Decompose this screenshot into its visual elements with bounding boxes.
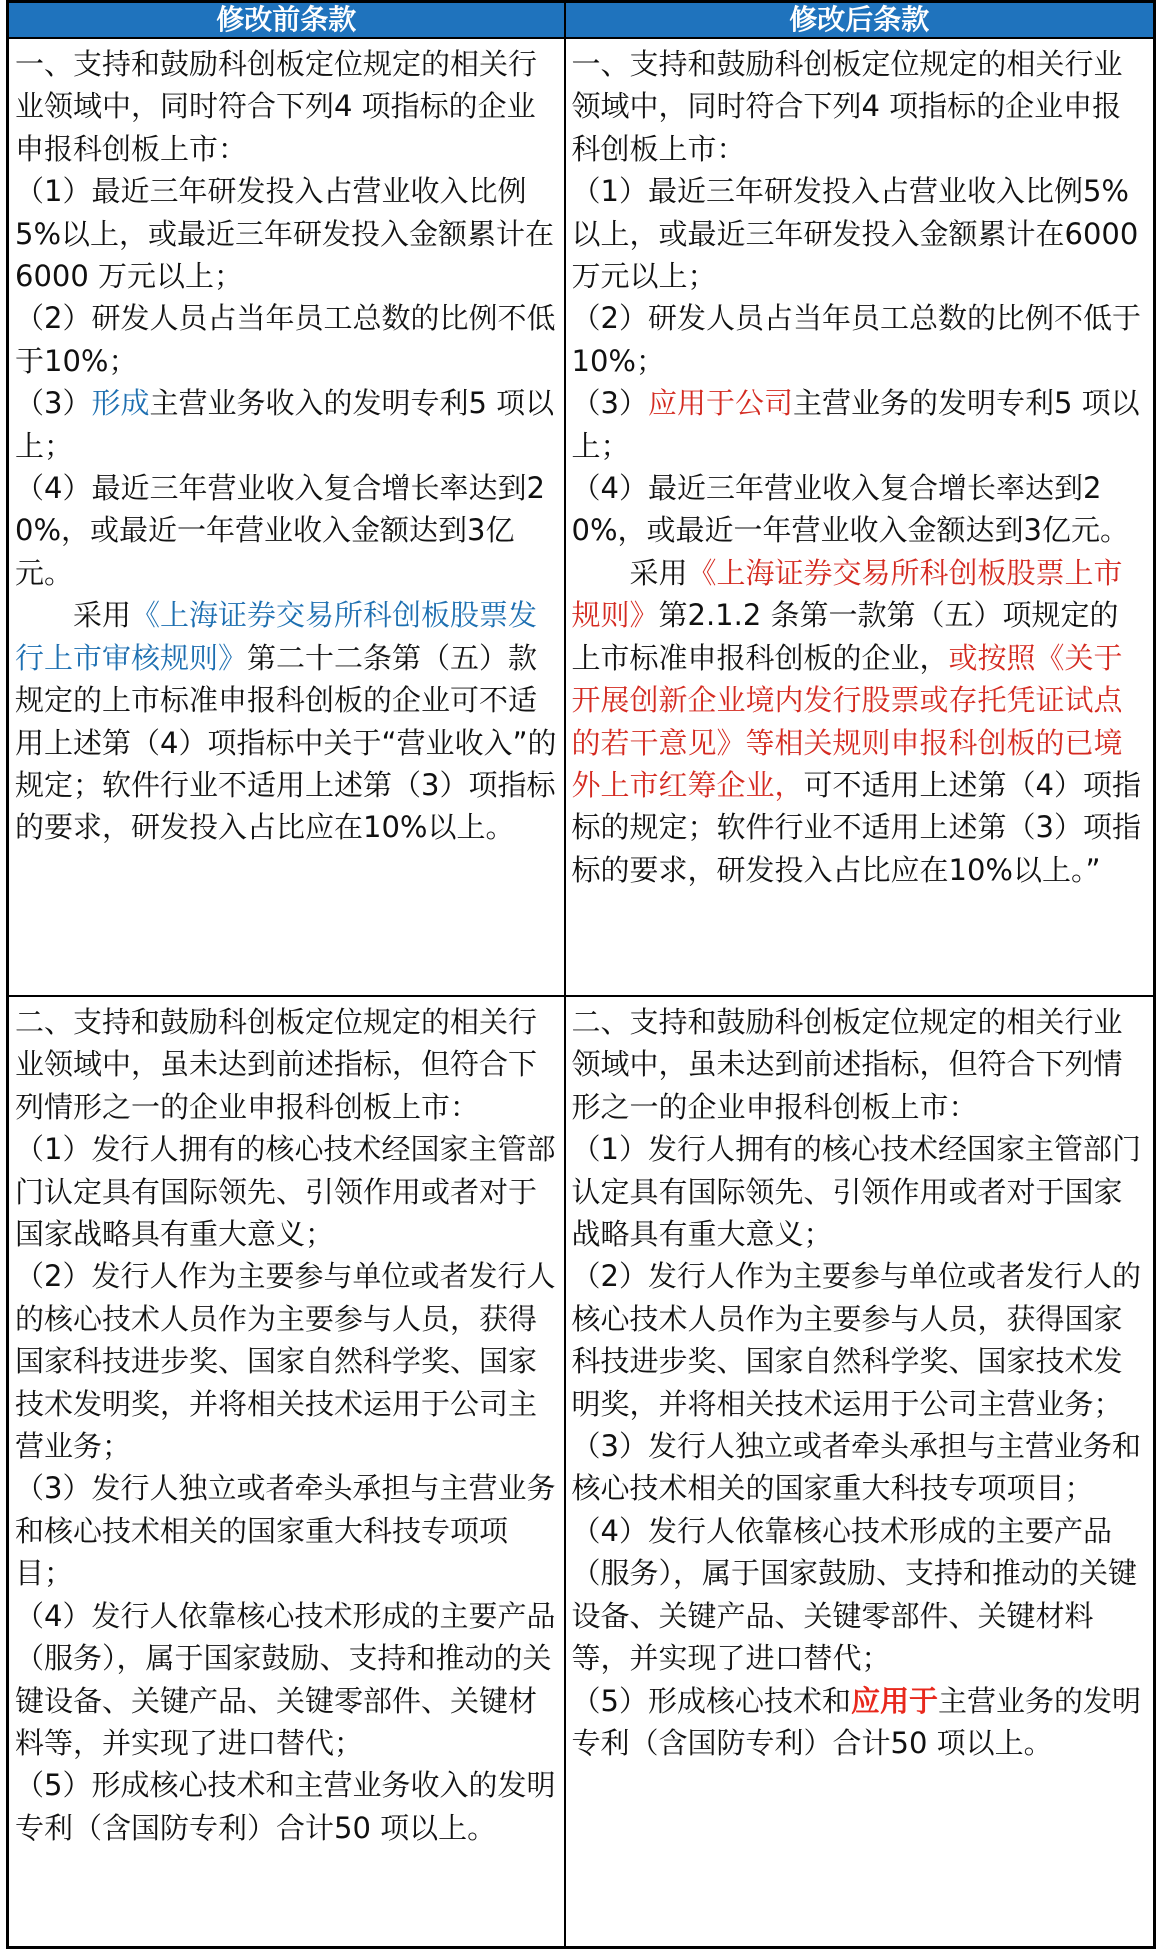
- header-before: 修改前条款: [8, 2, 565, 39]
- clause-intro: 一、支持和鼓励科创板定位规定的相关行业领域中，同时符合下列4 项指标的企业申报科创板上市：: [15, 47, 538, 166]
- clause-item-3: [572, 382, 1148, 467]
- adopt-text: 第二十二条第（五）款规定的上市标准申报科创板的企业可不适用上述第（4）项指标中关于“营业收入”的规定；软件行业不适用上述第（3）项指标的要求，研发投入占比应在10%以上。: [15, 640, 557, 845]
- clause-item-2: （2）研发人员占当年员工总数的比例不低于10%；: [571, 301, 1141, 378]
- header-row: [8, 2, 1155, 39]
- removed-rule-name: 《上海证券交易所科创板股票发行上市审核规则》: [15, 598, 538, 675]
- item-text: （5）形成核心技术和: [571, 1683, 851, 1718]
- added-red-chip-clause: 或按照《关于开展创新企业境内发行股票或存托凭证试点的若干意见》等相关规则申报科创板的已境外上市红筹企业，: [571, 640, 1123, 802]
- clause-item-3: （3）发行人独立或者牵头承担与主营业务和核心技术相关的国家重大科技专项项目；: [571, 1429, 1141, 1506]
- clause-item-4: （4）发行人依靠核心技术形成的主要产品（服务），属于国家鼓励、支持和推动的关键设备、关键产品、关键零部件、关键材料等，并实现了进口替代；: [571, 1513, 1138, 1676]
- clause-item-3: （3）发行人独立或者牵头承担与主营业务和核心技术相关的国家重大科技专项项目；: [15, 1471, 556, 1591]
- clause-item-4: （4）最近三年营业收入复合增长率达到20%，或最近一年营业收入金额达到3亿元。: [15, 471, 545, 590]
- clause-item-1: （1）发行人拥有的核心技术经国家主管部门认定具有国际领先、引领作用或者对于国家战略具有重大意义；: [571, 1132, 1141, 1252]
- clause-intro: 一、支持和鼓励科创板定位规定的相关行业领域中，同时符合下列4 项指标的企业申报科创板上市：: [571, 47, 1123, 166]
- table-row: [8, 996, 1155, 1948]
- clause-item-1: （1）发行人拥有的核心技术经国家主管部门认定具有国际领先、引领作用或者对于国家战略具有重大意义；: [15, 1132, 556, 1252]
- item-prefix: （3）: [15, 386, 92, 421]
- added-text-highlight: 应用于: [850, 1683, 938, 1718]
- clause-item-3: [15, 382, 558, 467]
- adoption-paragraph: [572, 552, 1148, 891]
- cell-after-clause-2: [565, 996, 1155, 1948]
- clause-item-2: （2）研发人员占当年员工总数的比例不低于10%；: [15, 301, 556, 378]
- added-text-highlight: 应用于公司: [647, 386, 793, 421]
- clause-item-2: （2）发行人作为主要参与单位或者发行人的核心技术人员作为主要参与人员，获得国家科技进步奖、国家自然科学奖、国家技术发明奖，并将相关技术运用于公司主营业务；: [571, 1259, 1141, 1421]
- adopt-text: 第2.1.2 条第一款第（五）项规定的上市标准申报科创板的企业，: [571, 598, 1119, 675]
- cell-after-clause-1: [565, 38, 1155, 996]
- adopt-text-end: 可不适用上述第（4）项指标的规定；软件行业不适用上述第（3）项指标的要求，研发投入占比应在10%以上。”: [571, 767, 1141, 887]
- adopt-prefix: 采用: [629, 555, 688, 590]
- clause-item-1: （1）最近三年研发投入占营业收入比例5%以上，或最近三年研发投入金额累计在6000 万元以上；: [15, 174, 555, 294]
- comparison-table: [6, 0, 1156, 1949]
- cell-before-clause-1: [8, 38, 565, 996]
- clause-intro: 二、支持和鼓励科创板定位规定的相关行业领域中，虽未达到前述指标，但符合下列情形之一的企业申报科创板上市：: [571, 1005, 1123, 1124]
- clause-intro: 二、支持和鼓励科创板定位规定的相关行业领域中，虽未达到前述指标，但符合下列情形之一的企业申报科创板上市：: [15, 1005, 538, 1124]
- clause-item-4: （4）发行人依靠核心技术形成的主要产品（服务），属于国家鼓励、支持和推动的关键设备、关键产品、关键零部件、关键材料等，并实现了进口替代；: [15, 1598, 556, 1760]
- adopt-prefix: 采用: [73, 598, 132, 633]
- clause-item-5: （5）形成核心技术和主营业务收入的发明专利（含国防专利）合计50 项以上。: [15, 1768, 556, 1845]
- table-row: [8, 38, 1155, 996]
- item-text: 主营业务的发明专利5 项以上；: [571, 386, 1140, 463]
- clause-item-4: （4）最近三年营业收入复合增长率达到20%，或最近一年营业收入金额达到3亿元。: [571, 471, 1129, 548]
- clause-item-5: [572, 1680, 1148, 1765]
- cell-before-clause-2: [8, 996, 565, 1948]
- item-prefix: （3）: [571, 386, 648, 421]
- removed-text-highlight: 形成: [91, 386, 150, 421]
- clause-item-1: （1）最近三年研发投入占营业收入比例5%以上，或最近三年研发投入金额累计在6000 万元以上；: [571, 174, 1139, 294]
- item-text: 主营业务收入的发明专利5 项以上；: [15, 386, 555, 463]
- item-text-end: 主营业务的发明专利（含国防专利）合计50 项以上。: [571, 1683, 1141, 1760]
- header-after: 修改后条款: [565, 2, 1155, 39]
- added-rule-name: 《上海证券交易所科创板股票上市规则》: [571, 555, 1123, 633]
- clause-item-2: （2）发行人作为主要参与单位或者发行人的核心技术人员作为主要参与人员，获得国家科技进步奖、国家自然科学奖、国家技术发明奖，并将相关技术运用于公司主营业务；: [15, 1259, 556, 1464]
- adoption-paragraph: [15, 594, 558, 848]
